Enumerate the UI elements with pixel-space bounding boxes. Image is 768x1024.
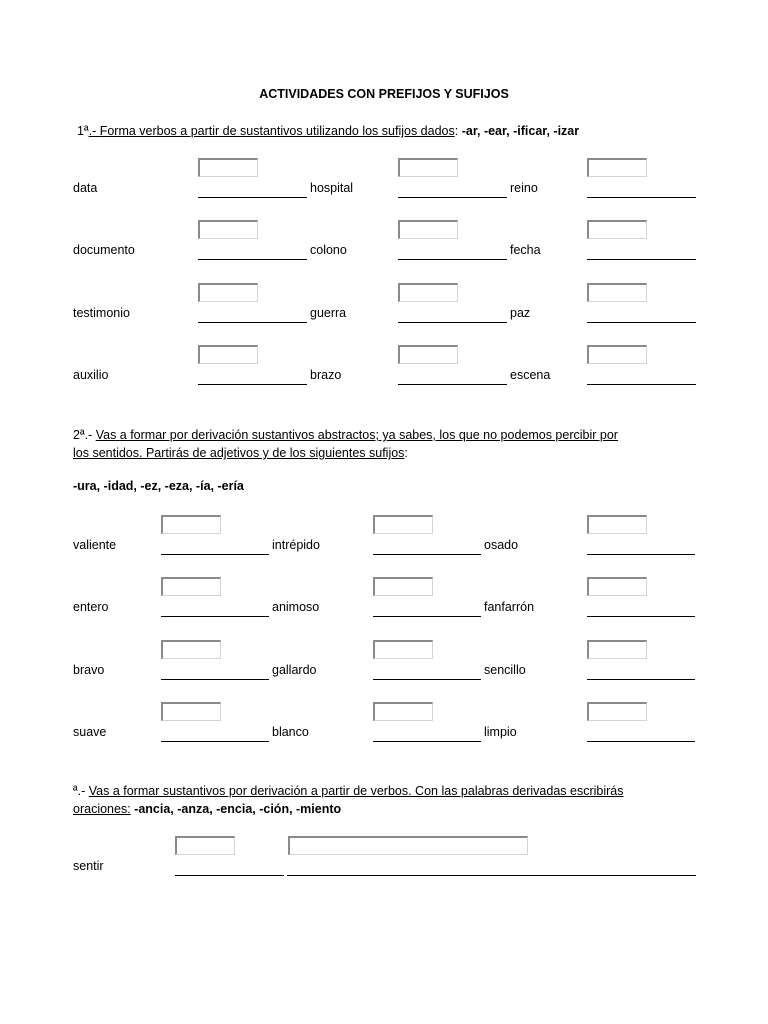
answer-box[interactable] bbox=[398, 220, 458, 239]
section2-instruction: 2ª.- Vas a formar por derivación sustantivos abstractos; ya sabes, los que no podemos percibir por los sentidos. Partirás de adjetivos y de los siguientes sufijos: bbox=[73, 428, 618, 460]
section3-instruction-line1: Vas a formar sustantivos por derivación a partir de verbos. Con las palabras derivadas escribirás bbox=[88, 784, 624, 798]
answer-box[interactable] bbox=[587, 577, 647, 596]
section1-suffixes: -ar, -ear, -ificar, -izar bbox=[461, 124, 580, 138]
word-label: paz bbox=[510, 306, 531, 320]
word-label: hospital bbox=[310, 181, 354, 195]
answer-line[interactable] bbox=[373, 616, 481, 617]
section1-number: 1ª bbox=[77, 124, 89, 138]
answer-line[interactable] bbox=[373, 554, 481, 555]
answer-line[interactable] bbox=[587, 322, 696, 323]
section2-instruction-line1: Vas a formar por derivación sustantivos abstractos; ya sabes, los que no podemos percibir por bbox=[95, 428, 618, 442]
answer-line[interactable] bbox=[587, 384, 696, 385]
word-label: limpio bbox=[484, 725, 517, 739]
page-title: ACTIVIDADES CON PREFIJOS Y SUFIJOS bbox=[259, 87, 509, 101]
answer-line[interactable] bbox=[398, 384, 507, 385]
word-label: brazo bbox=[310, 368, 342, 382]
answer-box[interactable] bbox=[373, 702, 433, 721]
section2-number: 2ª bbox=[73, 428, 85, 442]
section3-suffixes: -ancia, -anza, -encia, -ción, -miento bbox=[134, 802, 342, 816]
answer-line[interactable] bbox=[161, 679, 269, 680]
answer-box[interactable] bbox=[198, 158, 258, 177]
section3-instruction-line2: oraciones: bbox=[73, 802, 131, 816]
sentence-line[interactable] bbox=[287, 875, 696, 876]
answer-box[interactable] bbox=[161, 640, 221, 659]
answer-box[interactable] bbox=[373, 515, 433, 534]
answer-box[interactable] bbox=[161, 577, 221, 596]
answer-box[interactable] bbox=[587, 345, 647, 364]
answer-box[interactable] bbox=[587, 640, 647, 659]
answer-box[interactable] bbox=[587, 515, 647, 534]
answer-line[interactable] bbox=[161, 741, 269, 742]
word-label: animoso bbox=[272, 600, 320, 614]
word-label: data bbox=[73, 181, 98, 195]
answer-box[interactable] bbox=[161, 515, 221, 534]
answer-box[interactable] bbox=[587, 702, 647, 721]
answer-box[interactable] bbox=[398, 345, 458, 364]
section3-number: ª bbox=[73, 784, 78, 798]
word-label: fecha bbox=[510, 243, 541, 257]
word-label: guerra bbox=[310, 306, 347, 320]
word-label: suave bbox=[73, 725, 107, 739]
word-label: fanfarrón bbox=[484, 600, 535, 614]
section3-instruction: ª.- Vas a formar sustantivos por derivación a partir de verbos. Con las palabras derivadas escribirás oraciones: -ancia, -anza, -encia, -ción, -miento bbox=[73, 784, 624, 816]
word-label: auxilio bbox=[73, 368, 109, 382]
word-label: bravo bbox=[73, 663, 105, 677]
word-label: valiente bbox=[73, 538, 117, 552]
sentence-box[interactable] bbox=[288, 836, 528, 855]
answer-line[interactable] bbox=[198, 197, 307, 198]
answer-line[interactable] bbox=[587, 197, 696, 198]
answer-box[interactable] bbox=[198, 345, 258, 364]
answer-line[interactable] bbox=[198, 322, 307, 323]
answer-line[interactable] bbox=[587, 616, 695, 617]
word-label: intrépido bbox=[272, 538, 320, 552]
word-label: sentir bbox=[73, 859, 104, 873]
answer-line[interactable] bbox=[198, 384, 307, 385]
answer-box[interactable] bbox=[198, 220, 258, 239]
word-label: colono bbox=[310, 243, 347, 257]
answer-box[interactable] bbox=[161, 702, 221, 721]
answer-line[interactable] bbox=[587, 259, 696, 260]
section2-instruction-line2: los sentidos. Partirás de adjetivos y de los siguientes sufijos bbox=[73, 446, 405, 460]
answer-box[interactable] bbox=[373, 577, 433, 596]
word-label: gallardo bbox=[272, 663, 317, 677]
answer-box[interactable] bbox=[198, 283, 258, 302]
word-label: reino bbox=[510, 181, 538, 195]
word-label: blanco bbox=[272, 725, 309, 739]
answer-line[interactable] bbox=[587, 741, 695, 742]
section2-suffixes: -ura, -idad, -ez, -eza, -ía, -ería bbox=[73, 479, 244, 493]
answer-line[interactable] bbox=[587, 679, 695, 680]
word-label: sencillo bbox=[484, 663, 526, 677]
word-label: entero bbox=[73, 600, 109, 614]
answer-line[interactable] bbox=[198, 259, 307, 260]
answer-line[interactable] bbox=[373, 679, 481, 680]
answer-box[interactable] bbox=[587, 283, 647, 302]
answer-box[interactable] bbox=[587, 158, 647, 177]
answer-line[interactable] bbox=[161, 554, 269, 555]
word-label: escena bbox=[510, 368, 551, 382]
word-label: documento bbox=[73, 243, 135, 257]
answer-line[interactable] bbox=[373, 741, 481, 742]
answer-line[interactable] bbox=[175, 875, 284, 876]
answer-box[interactable] bbox=[398, 158, 458, 177]
answer-box[interactable] bbox=[398, 283, 458, 302]
answer-line[interactable] bbox=[398, 259, 507, 260]
word-label: testimonio bbox=[73, 306, 130, 320]
answer-box[interactable] bbox=[587, 220, 647, 239]
answer-box[interactable] bbox=[175, 836, 235, 855]
answer-line[interactable] bbox=[398, 322, 507, 323]
section1-instruction: 1ª.- Forma verbos a partir de sustantivos utilizando los sufijos dados: -ar, -ear, -ificar, -izar bbox=[77, 124, 580, 138]
answer-line[interactable] bbox=[587, 554, 695, 555]
answer-line[interactable] bbox=[161, 616, 269, 617]
word-label: osado bbox=[484, 538, 519, 552]
answer-box[interactable] bbox=[373, 640, 433, 659]
section1-instruction-text: Forma verbos a partir de sustantivos utilizando los sufijos dados bbox=[99, 124, 455, 138]
answer-line[interactable] bbox=[398, 197, 507, 198]
